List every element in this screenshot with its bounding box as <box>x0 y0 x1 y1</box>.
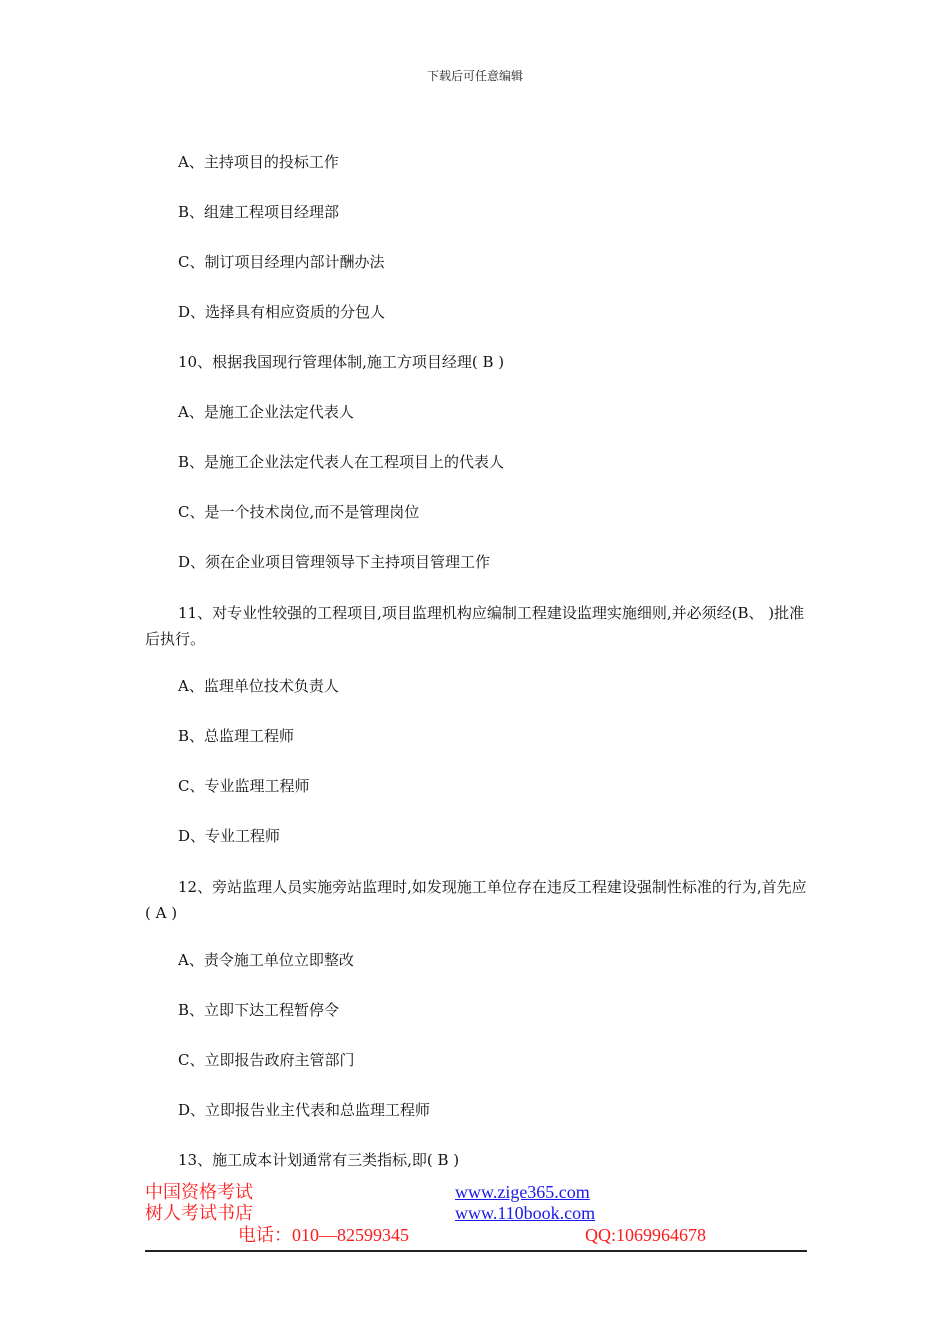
option-line: B、组建工程项目经理部 <box>178 203 340 221</box>
footer-qq: QQ:1069964678 <box>585 1225 706 1245</box>
option-line: D、须在企业项目管理领导下主持项目管理工作 <box>178 553 491 571</box>
document-body <box>145 150 807 1198</box>
footer-store-name: 树人考试书店 <box>145 1203 253 1224</box>
option-line: A、是施工企业法定代表人 <box>178 403 354 421</box>
question-13: 13、施工成本计划通常有三类指标,即( B ) <box>178 1151 460 1169</box>
option-line: D、专业工程师 <box>178 827 281 845</box>
footer-org-name: 中国资格考试 <box>145 1182 253 1203</box>
option-line: B、是施工企业法定代表人在工程项目上的代表人 <box>178 453 505 471</box>
option-line: D、立即报告业主代表和总监理工程师 <box>178 1101 431 1119</box>
footer-phone: 电话：010—82599345 <box>238 1225 409 1245</box>
footer-link-110book[interactable]: www.110book.com <box>455 1203 596 1223</box>
option-line: C、是一个技术岗位,而不是管理岗位 <box>178 503 420 521</box>
option-line: A、监理单位技术负责人 <box>178 677 339 695</box>
question-11: 11、对专业性较强的工程项目,项目监理机构应编制工程建设监理实施细则,并必须经(B、 )批准后执行。 <box>145 604 805 648</box>
footer-link-zige365[interactable]: www.zige365.com <box>455 1182 590 1202</box>
option-line: C、立即报告政府主管部门 <box>178 1051 355 1069</box>
option-line: D、选择具有相应资质的分包人 <box>178 303 386 321</box>
question-10: 10、根据我国现行管理体制,施工方项目经理( B ) <box>178 353 505 371</box>
option-line: A、主持项目的投标工作 <box>178 153 339 171</box>
header-note: 下载后可任意编辑 <box>426 69 523 83</box>
option-line: B、立即下达工程暂停令 <box>178 1001 340 1019</box>
option-line: C、制订项目经理内部计酬办法 <box>178 253 385 271</box>
option-line: A、责令施工单位立即整改 <box>178 951 354 969</box>
page-footer <box>145 1180 807 1252</box>
question-12: 12、旁站监理人员实施旁站监理时,如发现施工单位存在违反工程建设强制性标准的行为,首先应( A ) <box>145 878 807 922</box>
option-line: C、专业监理工程师 <box>178 777 310 795</box>
option-line: B、总监理工程师 <box>178 727 295 745</box>
